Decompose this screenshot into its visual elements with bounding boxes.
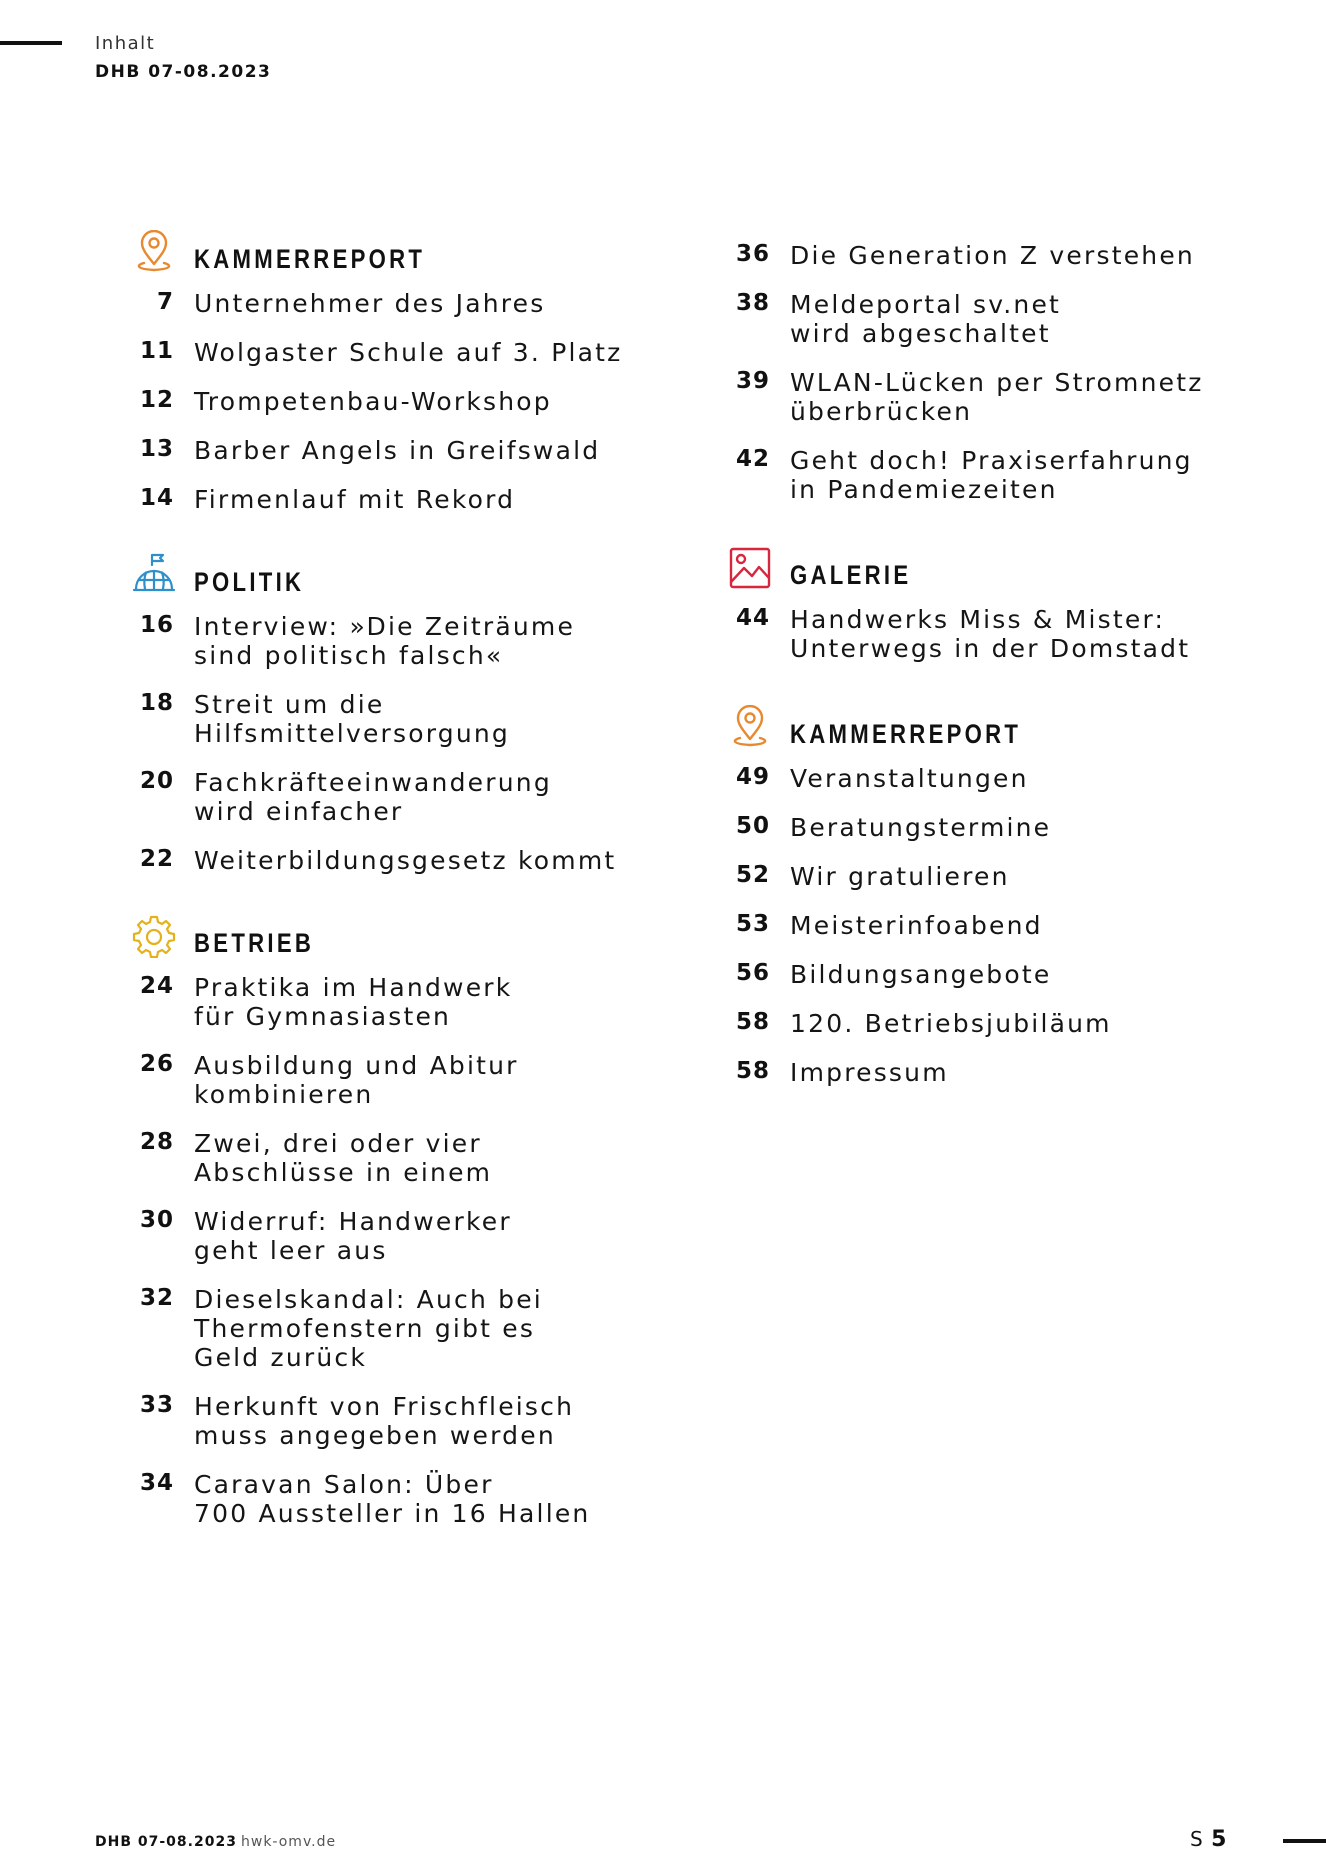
- page-number: 18: [139, 690, 174, 716]
- toc-entry[interactable]: [730, 446, 1310, 504]
- toc-entry[interactable]: [730, 1058, 1310, 1087]
- section-heading: [134, 914, 694, 974]
- section-entries: [730, 764, 1310, 1087]
- toc-entry[interactable]: [134, 387, 694, 416]
- entry-title: Streit um die Hilfsmittelversorgung: [194, 690, 510, 748]
- section-galerie: [730, 546, 1310, 663]
- toc-entry[interactable]: [730, 1009, 1310, 1038]
- toc-entry[interactable]: [730, 368, 1310, 426]
- section-betrieb: [134, 914, 694, 1528]
- entry-title: Impressum: [790, 1058, 949, 1087]
- page-number: 50: [735, 813, 770, 839]
- globe-flag-icon: [132, 553, 176, 597]
- footer-issue: DHB 07-08.2023: [95, 1834, 237, 1850]
- entry-title: Unternehmer des Jahres: [194, 289, 546, 318]
- entry-title: 120. Betriebsjubiläum: [790, 1009, 1112, 1038]
- toc-entry[interactable]: [134, 485, 694, 514]
- toc-entry[interactable]: [134, 846, 694, 875]
- page-number: 20: [139, 768, 174, 794]
- section-title: BETRIEB: [194, 928, 315, 958]
- toc-entry[interactable]: [134, 612, 694, 670]
- page-number: 16: [139, 612, 174, 638]
- page-number: 14: [139, 485, 174, 511]
- footer-rule: [1283, 1839, 1326, 1843]
- page-number: 13: [139, 436, 174, 462]
- location-pin-icon: [132, 230, 176, 274]
- toc-entry[interactable]: [134, 973, 694, 1031]
- entry-title: Widerruf: Handwerker geht leer aus: [194, 1207, 512, 1265]
- page-number: 24: [139, 973, 174, 999]
- section-kammerreport: [134, 230, 694, 514]
- entry-title: Dieselskandal: Auch bei Thermofenstern gibt es Geld zurück: [194, 1285, 543, 1372]
- entry-title: Trompetenbau-Workshop: [194, 387, 552, 416]
- page-number: 44: [735, 605, 770, 631]
- toc-left-column: [134, 230, 694, 1548]
- page-number-value: 5: [1211, 1827, 1228, 1852]
- toc-entry[interactable]: [730, 290, 1310, 348]
- entry-title: Meldeportal sv.net wird abgeschaltet: [790, 290, 1062, 348]
- header-issue: DHB 07-08.2023: [95, 62, 272, 82]
- page-number: 22: [139, 846, 174, 872]
- entry-title: Handwerks Miss & Mister: Unterwegs in der Domstadt: [790, 605, 1191, 663]
- page-number: 36: [735, 241, 770, 267]
- toc-entry[interactable]: [730, 960, 1310, 989]
- entry-title: Die Generation Z verstehen: [790, 241, 1195, 270]
- page-number: 53: [735, 911, 770, 937]
- section-heading: [730, 546, 1310, 606]
- toc-entry[interactable]: [730, 813, 1310, 842]
- entry-title: Barber Angels in Greifswald: [194, 436, 601, 465]
- gear-icon: [132, 914, 176, 958]
- page-number: 38: [735, 290, 770, 316]
- toc-entry[interactable]: [134, 690, 694, 748]
- toc-entry[interactable]: [134, 289, 694, 318]
- entry-title: Interview: »Die Zeiträume sind politisch falsch«: [194, 612, 576, 670]
- entry-title: Herkunft von Frischfleisch muss angegeben werden: [194, 1392, 575, 1450]
- section-title: KAMMERREPORT: [194, 244, 426, 274]
- section-politik: [134, 553, 694, 875]
- toc-right-column: [730, 241, 1310, 1107]
- page-number: 49: [735, 764, 770, 790]
- toc-entry[interactable]: [134, 1285, 694, 1372]
- toc-entry[interactable]: [730, 605, 1310, 663]
- section-title: POLITIK: [194, 567, 305, 597]
- toc-entry[interactable]: [134, 338, 694, 367]
- page-number: 58: [735, 1058, 770, 1084]
- page-number: 42: [735, 446, 770, 472]
- footer-website-link[interactable]: hwk-omv.de: [241, 1834, 337, 1850]
- page-number: 28: [139, 1129, 174, 1155]
- entry-title: Ausbildung und Abitur kombinieren: [194, 1051, 519, 1109]
- entry-title: Bildungsangebote: [790, 960, 1052, 989]
- entry-title: Zwei, drei oder vier Abschlüsse in einem: [194, 1129, 493, 1187]
- header-label: Inhalt: [95, 33, 156, 54]
- section-entries: [134, 973, 694, 1528]
- toc-entry[interactable]: [730, 241, 1310, 270]
- page-number: 34: [139, 1470, 174, 1496]
- toc-entry[interactable]: [730, 911, 1310, 940]
- section-heading: [134, 230, 694, 290]
- entry-title: Firmenlauf mit Rekord: [194, 485, 516, 514]
- section-entries: [730, 605, 1310, 663]
- page-number: 32: [139, 1285, 174, 1311]
- toc-entry[interactable]: [134, 1129, 694, 1187]
- section-kammerreport-2: [730, 705, 1310, 1087]
- entry-title: Fachkräfteeinwanderung wird einfacher: [194, 768, 552, 826]
- section-title: KAMMERREPORT: [790, 719, 1022, 749]
- page-number: 58: [735, 1009, 770, 1035]
- section-entries: [134, 289, 694, 514]
- section-heading: [730, 705, 1310, 765]
- page-number: 33: [139, 1392, 174, 1418]
- page-prefix: S: [1190, 1827, 1204, 1851]
- entry-title: Wolgaster Schule auf 3. Platz: [194, 338, 623, 367]
- entry-title: Caravan Salon: Über 700 Aussteller in 16 Hallen: [194, 1470, 591, 1528]
- toc-entry[interactable]: [134, 436, 694, 465]
- entry-title: Weiterbildungsgesetz kommt: [194, 846, 617, 875]
- toc-entry[interactable]: [134, 1207, 694, 1265]
- footer-page-number: [1190, 1827, 1227, 1852]
- toc-entry[interactable]: [134, 1392, 694, 1450]
- section-title: GALERIE: [790, 560, 912, 590]
- entry-title: Geht doch! Praxiserfahrung in Pandemiezeiten: [790, 446, 1193, 504]
- image-gallery-icon: [728, 546, 772, 590]
- entry-title: Veranstaltungen: [790, 764, 1029, 793]
- toc-entry[interactable]: [730, 764, 1310, 793]
- toc-entry[interactable]: [134, 1470, 694, 1528]
- entry-title: WLAN-Lücken per Stromnetz überbrücken: [790, 368, 1204, 426]
- page-number: 11: [139, 338, 174, 364]
- header-rule: [0, 41, 62, 45]
- page-number: 56: [735, 960, 770, 986]
- entry-title: Beratungstermine: [790, 813, 1052, 842]
- toc-entry[interactable]: [730, 862, 1310, 891]
- continued-entries: [730, 241, 1310, 504]
- entry-title: Meisterinfoabend: [790, 911, 1043, 940]
- page-number: 39: [735, 368, 770, 394]
- toc-entry[interactable]: [134, 1051, 694, 1109]
- page-number: 7: [156, 289, 174, 315]
- page-number: 30: [139, 1207, 174, 1233]
- page-number: 12: [139, 387, 174, 413]
- section-entries: [134, 612, 694, 875]
- section-heading: [134, 553, 694, 613]
- page-number: 26: [139, 1051, 174, 1077]
- entry-title: Wir gratulieren: [790, 862, 1010, 891]
- entry-title: Praktika im Handwerk für Gymnasiasten: [194, 973, 513, 1031]
- toc-entry[interactable]: [134, 768, 694, 826]
- page-number: 52: [735, 862, 770, 888]
- location-pin-icon: [728, 705, 772, 749]
